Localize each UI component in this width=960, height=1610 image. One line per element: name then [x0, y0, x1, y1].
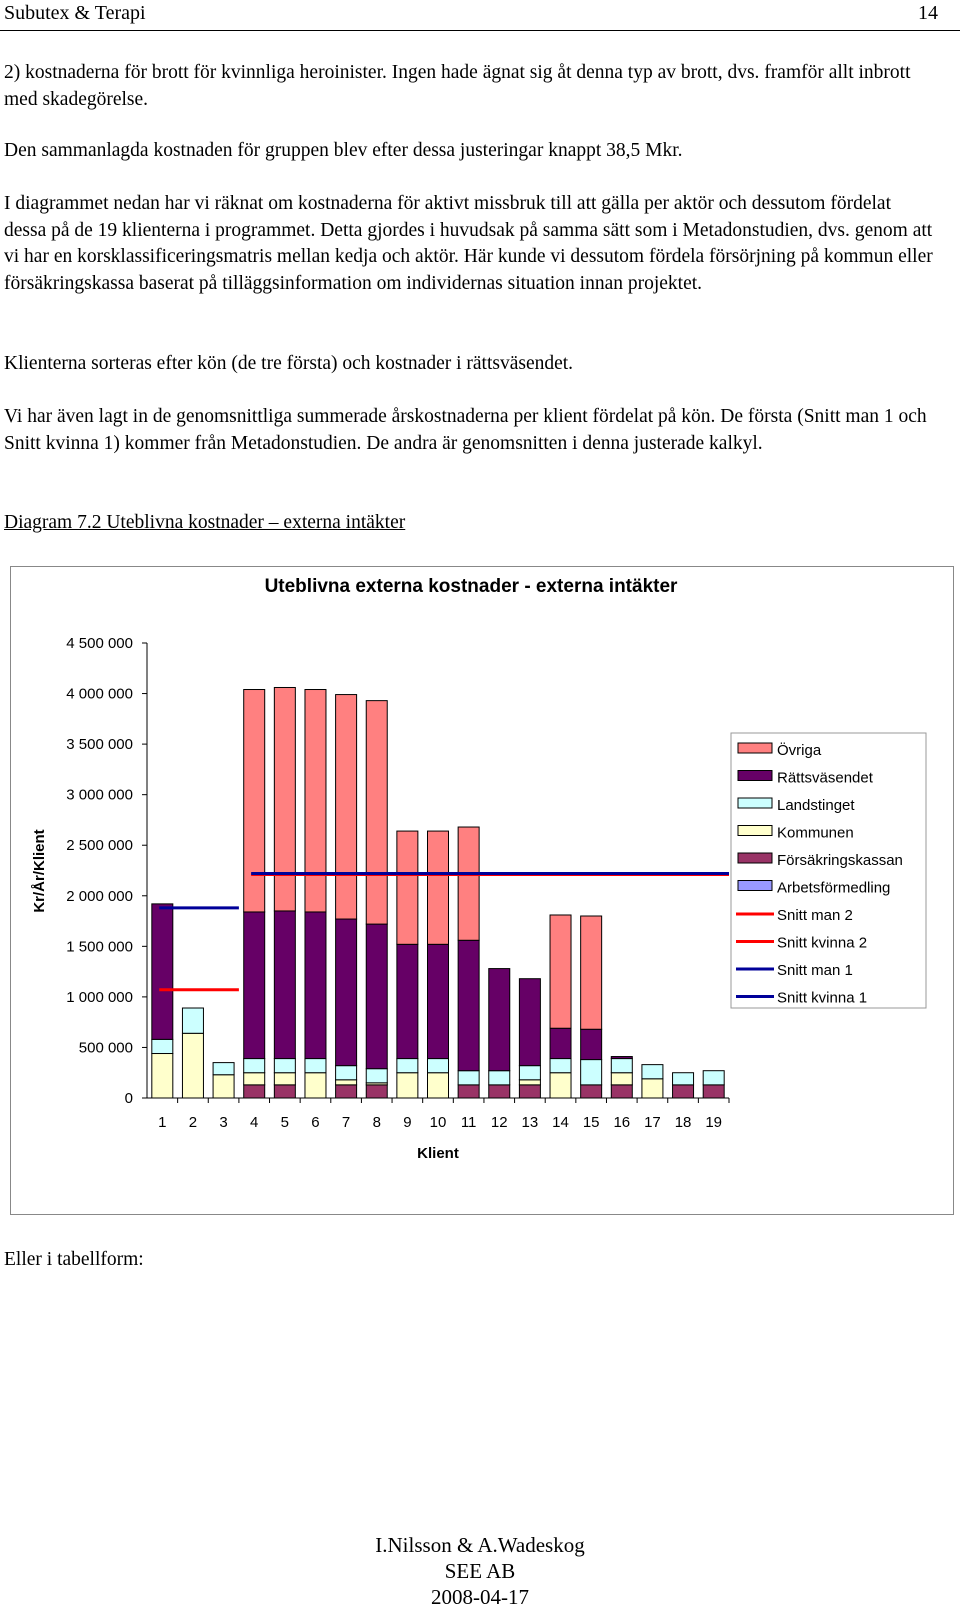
x-axis-title: Klient	[417, 1145, 459, 1162]
legend-label: Snitt man 2	[777, 907, 853, 924]
stacked-bar-chart	[11, 567, 953, 1214]
paragraph-5: Vi har även lagt in de genomsnittliga summerade årskostnaderna per klient fördelat på kön. De första (Snitt man 1 och Snitt kvinna 1) kommer från Metadonstudien. De andra är genomsnitten i denna justerade kalkyl.	[4, 406, 927, 454]
bar-segment	[213, 1075, 234, 1098]
bar-segment	[244, 1073, 265, 1085]
legend-swatch	[738, 743, 772, 753]
bar-segment	[642, 1079, 663, 1098]
paragraph-1: 2) kostnaderna för brott för kvinnliga heroinister. Ingen hade ägnat sig åt denna typ av brott, dvs. framför allt inbrott med skadegörelse.	[4, 62, 911, 110]
bar-segment	[336, 919, 357, 1066]
bar-segment	[489, 1085, 510, 1098]
x-tick-label: 1	[158, 1114, 167, 1131]
bar-segment	[703, 1071, 724, 1085]
bar-segment	[458, 940, 479, 1070]
bar-segment	[305, 912, 326, 1059]
y-tick-label: 4 000 000	[66, 685, 133, 703]
footer-authors: I.Nilsson & A.Wadeskog	[375, 1533, 585, 1557]
bar-segment	[428, 944, 449, 1058]
bar-segment	[244, 912, 265, 1059]
y-tick-label: 1 000 000	[66, 988, 133, 1006]
x-tick-label: 10	[429, 1114, 447, 1131]
bar-segment	[397, 831, 418, 944]
bar-segment	[673, 1085, 694, 1098]
legend-label: Snitt man 1	[777, 962, 853, 979]
bar-segment	[550, 915, 571, 1028]
y-tick-label: 0	[124, 1090, 133, 1107]
header-title: Subutex & Terapi	[4, 2, 146, 24]
bar-segment	[152, 1039, 173, 1053]
bar-segment	[305, 1073, 326, 1098]
bar-segment	[305, 1059, 326, 1073]
bar-segment	[458, 827, 479, 940]
bar-segment	[428, 1059, 449, 1073]
bar-segment	[397, 1059, 418, 1073]
bar-segment	[611, 1073, 632, 1085]
footer-company: SEE AB	[444, 1559, 516, 1583]
bar-segment	[581, 1060, 602, 1085]
y-tick-label: 3 000 000	[66, 786, 133, 804]
chart-title: Uteblivna externa kostnader - externa intäkter	[264, 576, 678, 597]
bar-segment	[703, 1085, 724, 1098]
bar-segment	[336, 1080, 357, 1085]
x-tick-label: 7	[341, 1114, 351, 1131]
legend-swatch	[738, 771, 772, 781]
x-tick-label: 15	[582, 1114, 600, 1131]
legend-swatch	[738, 798, 772, 808]
header-rule	[0, 30, 960, 31]
y-tick-label: 1 500 000	[66, 938, 133, 956]
bar-segment	[550, 1073, 571, 1098]
x-tick-label: 3	[219, 1114, 228, 1131]
y-tick-label: 2 000 000	[66, 887, 133, 905]
legend-label: Snitt kvinna 1	[777, 989, 868, 1007]
legend-label: Landstinget	[777, 797, 855, 814]
x-tick-label: 14	[552, 1114, 569, 1131]
bar-segment	[213, 1063, 234, 1075]
x-tick-label: 8	[372, 1114, 381, 1131]
x-tick-label: 2	[188, 1114, 198, 1131]
bar-segment	[274, 911, 295, 1059]
x-tick-label: 17	[644, 1114, 661, 1131]
y-tick-label: 4 500 000	[66, 635, 133, 652]
bar-segment	[458, 1085, 479, 1098]
legend-swatch	[738, 881, 772, 891]
bar-segment	[581, 1029, 602, 1059]
bar-segment	[366, 1085, 387, 1098]
bar-segment	[642, 1065, 663, 1079]
bar-segment	[274, 687, 295, 910]
bar-segment	[428, 831, 449, 944]
bar-segment	[336, 1066, 357, 1080]
bar-segment	[244, 1085, 265, 1098]
legend-label: Kommunen	[777, 824, 854, 842]
bar-segment	[519, 1080, 540, 1085]
legend-swatch	[738, 826, 772, 836]
bar-segment	[519, 1085, 540, 1098]
bar-segment	[152, 1054, 173, 1098]
y-axis-title: Kr/År/Klient	[31, 829, 48, 913]
legend-swatch	[738, 853, 772, 863]
legend-label: Rättsväsendet	[777, 769, 873, 787]
bar-segment	[428, 1073, 449, 1098]
bar-segment	[274, 1085, 295, 1098]
bar-segment	[336, 695, 357, 919]
page-header	[4, 2, 938, 26]
x-tick-label: 5	[280, 1114, 290, 1131]
bar-segment	[581, 916, 602, 1029]
chart-container	[10, 566, 954, 1215]
bar-segment	[274, 1059, 295, 1073]
diagram-caption: Diagram 7.2 Uteblivna kostnader – externa intäkter	[4, 512, 406, 533]
bar-segment	[550, 1028, 571, 1058]
x-tick-label: 4	[250, 1114, 259, 1131]
bar-segment	[397, 944, 418, 1058]
bar-segment	[244, 1059, 265, 1073]
bar-segment	[336, 1085, 357, 1098]
bar-segment	[581, 1085, 602, 1098]
bar-segment	[673, 1073, 694, 1085]
bar-segment	[458, 1071, 479, 1085]
bar-segment	[519, 979, 540, 1066]
bar-segment	[489, 1071, 510, 1085]
y-tick-label: 3 500 000	[66, 736, 133, 754]
bar-segment	[182, 1008, 203, 1033]
x-tick-label: 12	[490, 1114, 508, 1131]
x-tick-label: 13	[521, 1114, 539, 1131]
x-tick-label: 16	[613, 1114, 631, 1131]
paragraph-2: Den sammanlagda kostnaden för gruppen blev efter dessa justeringar knappt 38,5 Mkr.	[4, 140, 683, 161]
y-tick-label: 500 000	[78, 1039, 133, 1057]
page-number: 14	[918, 2, 938, 24]
bar-segment	[305, 690, 326, 912]
bar-segment	[519, 1066, 540, 1080]
bar-segment	[244, 690, 265, 912]
bar-segment	[397, 1073, 418, 1098]
legend-label: Försäkringskassan	[777, 852, 903, 869]
legend-label: Arbetsförmedling	[777, 879, 891, 897]
legend-label: Övriga	[777, 742, 822, 759]
paragraph-3: I diagrammet nedan har vi räknat om kostnaderna för aktivt missbruk till att gälla per aktör och dessutom fördelat dessa på de 19 klienterna i programmet. Detta gjordes i huvudsak på samma sätt som i Metadonstudien, dvs. genom att vi har en korsklassificeringsmatris mellan kedja och aktör. Här kunde vi dessutom fördela försörjning på kommun eller försäkringskassa baserat på tilläggsinformation om individernas situation innan projektet.	[4, 193, 933, 294]
footer-date: 2008-04-17	[431, 1585, 529, 1609]
bar-segment	[550, 1059, 571, 1073]
bar-segment	[366, 1069, 387, 1083]
legend-label: Snitt kvinna 2	[777, 934, 868, 952]
bar-segment	[366, 701, 387, 924]
bar-segment	[611, 1085, 632, 1098]
bar-segment	[152, 904, 173, 1039]
bar-segment	[489, 969, 510, 1071]
x-tick-label: 18	[674, 1114, 692, 1131]
bar-segment	[274, 1073, 295, 1085]
after-chart-text: Eller i tabellform:	[4, 1249, 144, 1270]
y-tick-label: 2 500 000	[66, 837, 133, 855]
x-tick-label: 11	[460, 1114, 477, 1131]
bar-segment	[182, 1033, 203, 1098]
bar-segment	[611, 1057, 632, 1059]
x-tick-label: 19	[705, 1114, 723, 1131]
bar-segment	[366, 924, 387, 1069]
paragraph-4: Klienterna sorteras efter kön (de tre första) och kostnader i rättsväsendet.	[4, 353, 574, 374]
x-tick-label: 9	[403, 1114, 412, 1131]
bar-segment	[611, 1059, 632, 1073]
x-tick-label: 6	[311, 1114, 320, 1131]
